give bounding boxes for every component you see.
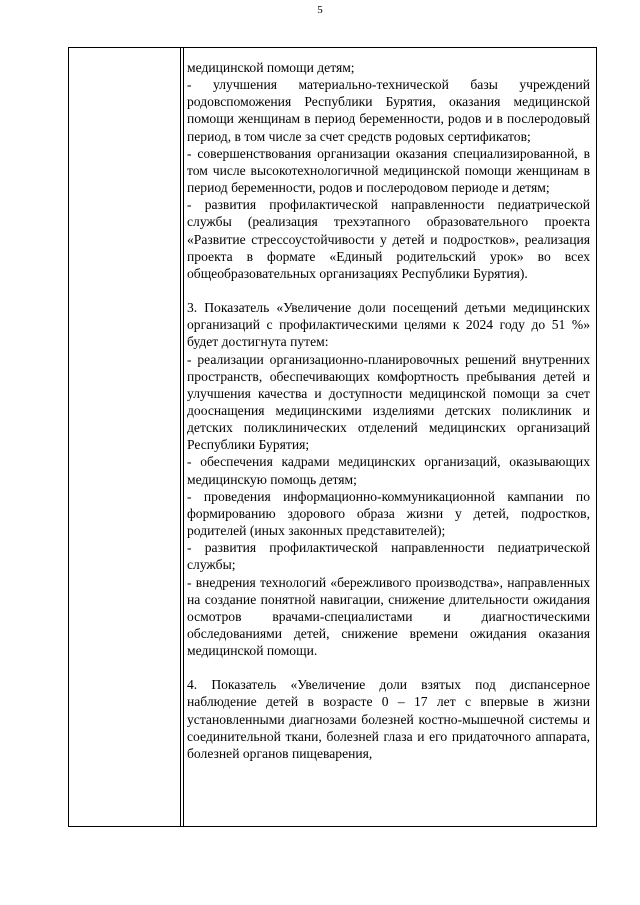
table-cell-text bbox=[187, 59, 590, 762]
paragraph: - реализации организационно-планировочных решений внутренних пространств, обеспечивающих комфортность пребывания детей и улучшения качества и доступности медицинской помощи за счет дооснащения медицинскими изделиями детских поликлиник и детских поликлинических отделений медицинских организаций Республики Бурятия; bbox=[187, 351, 590, 453]
paragraph: 4. Показатель «Увеличение доли взятых под диспансерное наблюдение детей в возрасте 0 – 17 лет с впервые в жизни установленными диагнозами болезней костно-мышечной системы и соединительной ткани, болезней глаза и его придаточного аппарата, болезней органов пищеварения, bbox=[187, 677, 590, 761]
paragraph: - внедрения технологий «бережливого производства», направленных на создание понятной навигации, снижение длительности ожидания осмотров врачами-специалистами и диагностическими обследованиями детей, снижение времени ожидания оказания медицинской помощи. bbox=[187, 574, 590, 659]
paragraph: - развития профилактической направленности педиатрической службы (реализация трехэтапного образовательного проекта «Развитие стрессоустойчивости у детей и подростков», реализация проекта в формате «Единый родительский урок» во всех общеобразовательных организациях Республики Бурятия). bbox=[187, 197, 590, 281]
paragraph: - проведения информационно-коммуникационной кампании по формированию здорового образа жизни у детей, подростков, родителей (иных законных представителей); bbox=[187, 488, 590, 539]
column-divider bbox=[183, 48, 184, 826]
page-number: 5 bbox=[317, 4, 323, 16]
paragraph-gap bbox=[187, 659, 590, 676]
paragraph: - улучшения материально-технической базы учреждений родовспоможения Республики Бурятия, оказания медицинской помощи женщинам в период беременности, родов и в послеродовый период, в том числе за счет средств родовых сертификатов; bbox=[187, 77, 590, 144]
paragraph: 3. Показатель «Увеличение доли посещений детьми медицинских организаций с профилактическими целями к 2024 году до 51 %» будет достигнута путем: bbox=[187, 300, 590, 350]
paragraph: - развития профилактической направленности педиатрической службы; bbox=[187, 540, 590, 573]
paragraph: медицинской помощи детям; bbox=[187, 60, 355, 75]
paragraph: - обеспечения кадрами медицинских организаций, оказывающих медицинскую помощь детям; bbox=[187, 454, 590, 487]
paragraph: - совершенствования организации оказания специализированной, в том числе высокотехнологичной медицинской помощи женщинам в период беременности, родов и послеродовом периоде и детям; bbox=[187, 145, 590, 196]
column-divider bbox=[180, 48, 181, 826]
paragraph-gap bbox=[187, 282, 590, 299]
content-table bbox=[68, 47, 597, 827]
